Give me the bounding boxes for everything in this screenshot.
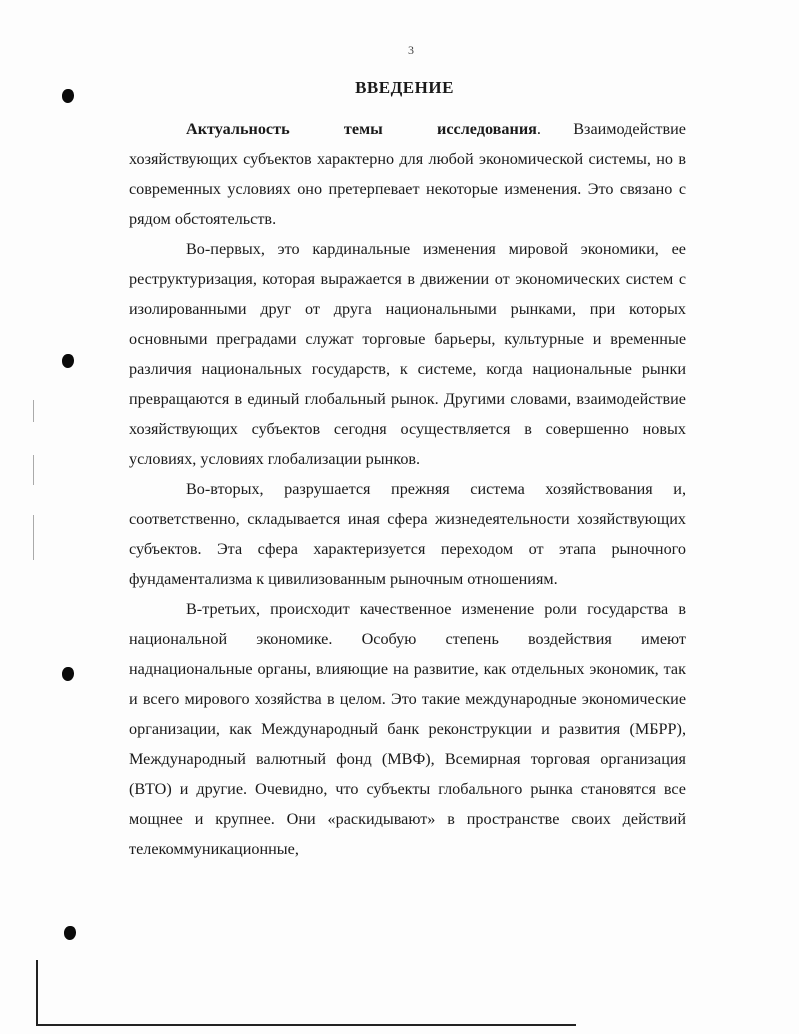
- page-number: 3: [408, 43, 414, 57]
- margin-mark-3: [33, 515, 34, 560]
- paragraph-1: [129, 114, 686, 234]
- scan-frame-bottom: [36, 1024, 576, 1026]
- punch-hole-3: [62, 667, 74, 681]
- paragraph-1-bold-lead: Актуальность темы исследования: [186, 120, 537, 138]
- punch-hole-2: [62, 354, 74, 368]
- punch-hole-1: [62, 89, 74, 103]
- paragraph-4: В-третьих, происходит качественное изменение роли государства в национальной экономике. Особую степень воздействия имеют наднациональные органы, влияющие на развитие, как отдельных экономик, так и всего мирового хозяйства в целом. Это такие международные экономические организации, как Международный банк реконструкции и развития (МБРР), Международный валютный фонд (МВФ), Всемирная торговая организация (ВТО) и другие. Очевидно, что субъекты глобального рынка становятся все мощнее и крупнее. Они «раскидывают» в пространстве своих действий телекоммуникационные,: [129, 600, 686, 858]
- paragraph-2: Во-первых, это кардинальные изменения мировой экономики, ее реструктуризация, которая выражается в движении от экономических систем с изолированными друг от друга национальными рынками, при которых основными преградами служат торговые барьеры, культурные и временные различия национальных государств, к системе, когда национальные рынки превращаются в единый глобальный рынок. Другими словами, взаимодействие хозяйствующих субъектов сегодня осуществляется в совершенно новых условиях, условиях глобализации рынков.: [129, 240, 686, 468]
- paragraph-1-text: . Взаимодействие хозяйствующих субъектов характерно для любой экономической системы, но в современных условиях оно претерпевает некоторые изменения. Это связано с рядом обстоятельств.: [129, 120, 686, 228]
- paragraph-3: Во-вторых, разрушается прежняя система хозяйствования и, соответственно, складывается иная сфера жизнедеятельности хозяйствующих субъектов. Эта сфера характеризуется переходом от этапа рыночного фундаментализма к цивилизованным рыночным отношениям.: [129, 480, 686, 588]
- punch-hole-4: [64, 926, 76, 940]
- body-text: [129, 114, 686, 864]
- scan-frame-left: [36, 960, 38, 1026]
- page-title: ВВЕДЕНИЕ: [355, 78, 454, 97]
- margin-mark-2: [33, 455, 34, 485]
- margin-mark-1: [33, 400, 34, 422]
